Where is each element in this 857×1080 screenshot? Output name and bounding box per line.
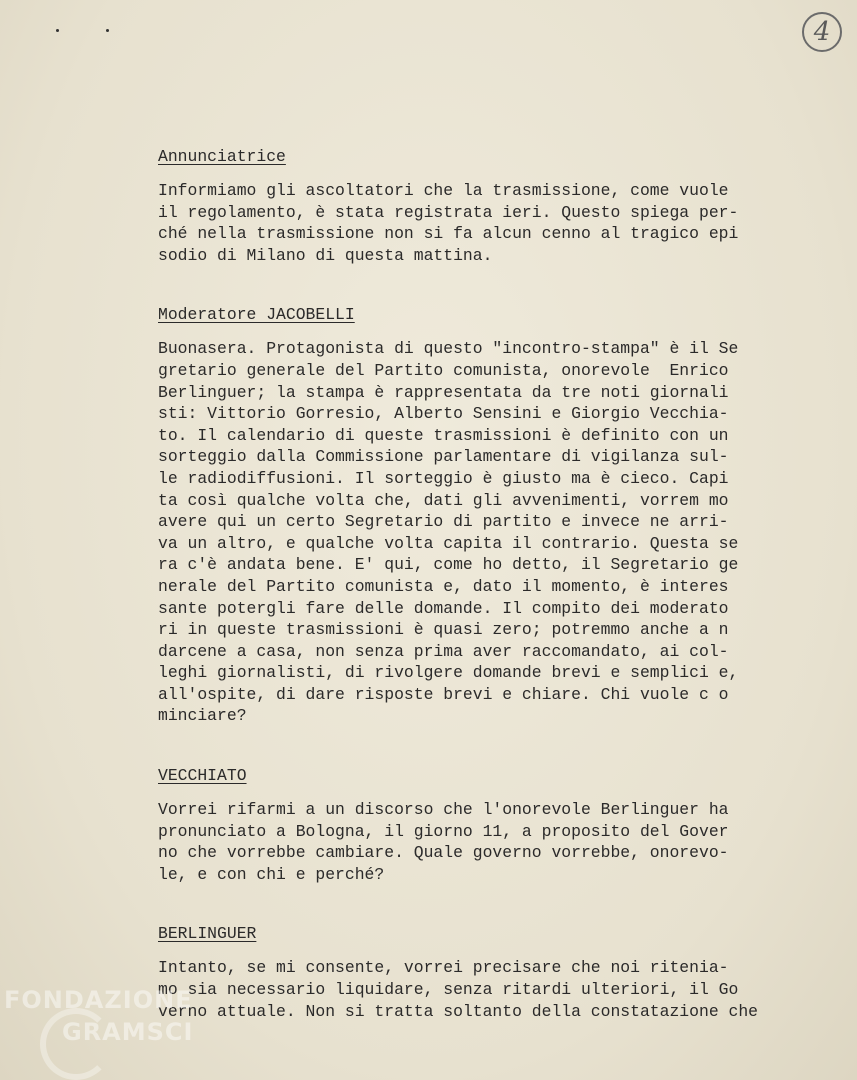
text-line: mo sia necessario liquidare, senza ritardi ulteriori, il Go	[158, 980, 739, 1000]
section-annunciatrice	[158, 146, 798, 266]
fondazione-gramsci-watermark	[4, 986, 224, 1076]
transcript-body	[158, 146, 798, 1022]
text-line: le, e con chi e perché?	[158, 864, 385, 884]
watermark-line-2: GRAMSCI	[62, 1018, 194, 1046]
speaker-heading: VECCHIATO	[158, 766, 247, 786]
speaker-heading: Moderatore JACOBELLI	[158, 305, 355, 325]
text-line: Berlinguer; la stampa è rappresentata da tre noti giornali	[158, 382, 729, 402]
speech-paragraph	[158, 957, 798, 1022]
text-line: ché nella trasmissione non si fa alcun cenno al tragico epi	[158, 224, 739, 244]
text-line: va un altro, e qualche volta capita il contrario. Questa se	[158, 533, 739, 553]
speaker-heading: Annunciatrice	[158, 147, 286, 166]
text-line: sti: Vittorio Gorresio, Alberto Sensini e Giorgio Vecchia-	[158, 404, 729, 424]
page-number-circle: 4	[802, 12, 842, 52]
speaker-heading: BERLINGUER	[158, 924, 257, 944]
text-line: to. Il calendario di queste trasmissioni è definito con un	[158, 425, 729, 445]
text-line: Buonasera. Protagonista di questo "incontro-stampa" è il Se	[158, 339, 739, 359]
text-line: il regolamento, è stata registrata ieri. Questo spiega per-	[158, 202, 739, 222]
speech-paragraph	[158, 799, 798, 885]
text-line: leghi giornalisti, di rivolgere domande brevi e semplici e,	[158, 663, 739, 683]
text-line: Informiamo gli ascoltatori che la trasmissione, come vuole	[158, 181, 729, 200]
text-line: ra c'è andata bene. E' qui, come ho detto, il Segretario ge	[158, 555, 739, 575]
watermark-line-1: FONDAZIONE	[4, 986, 193, 1014]
text-line: sante potergli fare delle domande. Il compito dei moderato	[158, 598, 729, 618]
ink-speck	[106, 29, 109, 32]
text-line: sorteggio dalla Commissione parlamentare di vigilanza sul-	[158, 447, 729, 467]
text-line: le radiodiffusioni. Il sorteggio è giusto ma è cieco. Capi	[158, 468, 729, 488]
text-line: no che vorrebbe cambiare. Quale governo vorrebbe, onorevo-	[158, 843, 729, 863]
ink-speck	[56, 29, 59, 32]
section-vecchiato	[158, 765, 798, 885]
text-line: Vorrei rifarmi a un discorso che l'onorevole Berlinguer ha	[158, 800, 729, 820]
text-line: avere qui un certo Segretario di partito e invece ne arri-	[158, 512, 729, 532]
text-line: pronunciato a Bologna, il giorno 11, a proposito del Gover	[158, 821, 729, 841]
text-line: ta così qualche volta che, dati gli avvenimenti, vorrem mo	[158, 490, 729, 510]
text-line: minciare?	[158, 706, 247, 726]
speech-paragraph	[158, 338, 798, 727]
text-line: darcene a casa, non senza prima aver raccomandato, ai col-	[158, 641, 729, 661]
section-moderatore	[158, 304, 798, 727]
text-line: sodio di Milano di questa mattina.	[158, 245, 493, 265]
text-line: all'ospite, di dare risposte brevi e chiare. Chi vuole c o	[158, 684, 729, 704]
section-berlinguer	[158, 923, 798, 1022]
text-line: verno attuale. Non si tratta soltanto della constatazione che	[158, 1001, 758, 1021]
speech-paragraph	[158, 180, 798, 266]
text-line: ri in queste trasmissioni è quasi zero; potremmo anche a n	[158, 620, 729, 640]
text-line: nerale del Partito comunista e, dato il momento, è interes	[158, 576, 729, 596]
text-line: gretario generale del Partito comunista, onorevole Enrico	[158, 360, 729, 380]
text-line: Intanto, se mi consente, vorrei precisare che noi ritenia-	[158, 958, 729, 978]
